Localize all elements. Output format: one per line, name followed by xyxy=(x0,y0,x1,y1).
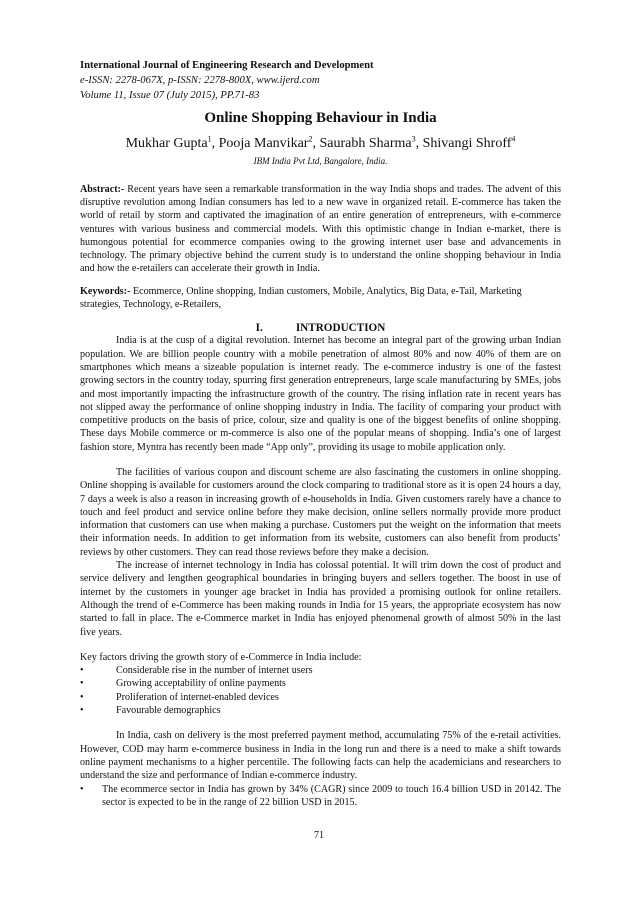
section-heading xyxy=(80,322,561,334)
list-item: • Proliferation of internet-enabled devices xyxy=(80,691,279,703)
abstract xyxy=(80,183,561,276)
list-item: • Favourable demographics xyxy=(80,705,221,717)
key-factors-list xyxy=(80,664,561,717)
author: Mukhar Gupta$^1$, xyxy=(125,134,219,151)
abstract-label: Abstract:- xyxy=(80,183,125,195)
bullet-icon: • xyxy=(80,783,84,795)
body-paragraph: In India, cash on delivery is the most preferred payment method, accumulating 75% of the e-retail activities. However, COD may harm e-commerce business in India in the long run and there is a need to make a shift towards online payment mechanisms to a higher percentile. The following facts can help the academicians and researchers to understand the size and performance of Indian e-commerce industry. xyxy=(80,730,561,782)
journal-issn: e-ISSN: 2278-067X, p-ISSN: 2278-800X, www.ijerd.com xyxy=(80,75,320,86)
author: Shivangi Shroff$^4$ xyxy=(422,134,516,151)
bullet-icon: • xyxy=(80,665,84,677)
list-item: • Considerable rise in the number of internet users xyxy=(80,665,313,677)
affiliation: IBM India Pvt Ltd, Bangalore, India. xyxy=(253,155,388,166)
keywords-label: Keywords:- xyxy=(80,285,131,297)
body-paragraph: The increase of internet technology in India has colossal potential. It will trim down the cost of product and service delivery and lengthen geographical boundaries in bringing buyers and sellers together. The boost in use of internet by the customers in younger age bracket in India has provided a promising outlook for online retailers. Although the trend of e-Commerce has been making rounds in India for 15 years, the appropriate ecosystem has now started to fall in place. The e-Commerce market in India has enjoyed phenomenal growth of almost 50% in the last five years. xyxy=(80,560,561,638)
keywords-text: Ecommerce, Online shopping, Indian customers, Mobile, Analytics, Big Data, e-Tail, Marketing strategies, Technology, e-Retailers, xyxy=(80,285,522,311)
author: Saurabh Sharma$^3$, xyxy=(319,134,423,151)
section-title: INTRODUCTION xyxy=(295,322,386,335)
paper-page xyxy=(80,58,561,809)
list-item: • Growing acceptability of online payments xyxy=(80,678,286,690)
key-factors-intro: Key factors driving the growth story of e-Commerce in India include: xyxy=(80,651,362,663)
paper-title: Online Shopping Behaviour in India xyxy=(204,110,437,126)
list-item: • The ecommerce sector in India has grown by 34% (CAGR) since 2009 to touch 16.4 billion USD in 20142. The sector is expected to be in the range of 22 billion USD in 2015. xyxy=(80,783,561,808)
body-paragraph: India is at the cusp of a digital revolution. Internet has become an integral part of the growing urban Indian population. We are billion people country with a mobile penetration of almost 80% and now 40% of them are on smartphones which means a sizeable population is internet ready. The e-commerce industry is one of the fastest growing sectors in the country today, spurring first generation entrepreneurs, large scale manufacturing by SMEs, jobs and most importantly impacting the infrastructure growth of the country. The rising inflation rate in recent years has not slipped away the performance of online shopping industry in India. The facility of comparing your product with competitive products on the basis of price, colour, size and quality is one of the biggest benefits of online shopping. These days Mobile commerce or m-commerce is also one of the popular means of shopping. India’s one of largest fashion store, Myntra has recently been made “App only”, providing its usage to mobile application only. xyxy=(80,335,561,453)
journal-volume: Volume 11, Issue 07 (July 2015), PP.71-83 xyxy=(80,90,260,101)
author-list xyxy=(80,134,561,152)
bullet-icon: • xyxy=(80,691,84,703)
journal-name: International Journal of Engineering Research and Development xyxy=(80,60,374,71)
bullet-icon: • xyxy=(80,705,84,717)
body-paragraph: The facilities of various coupon and discount scheme are also fascinating the customers in online shopping. Online shopping is available for customers around the clock comparing to traditional store as it is open 24 hours a day, 7 days a week is also a reason in increasing growth of e-households in India. Given customers rarely have a chance to touch and feel product and service online before they make decision, online sellers normally provide more product information that customers can use when making a purchase. Customers put the weight on the information that meets their information needs. In addition to get information from its website, customers can also benefit from products’ reviews by other customers. They can read those reviews before they make a decision. xyxy=(80,467,561,558)
page-number: 71 xyxy=(313,830,325,841)
keywords xyxy=(80,285,561,312)
section-number: I. xyxy=(255,322,263,335)
author: Pooja Manvikar$^2$, xyxy=(218,134,320,151)
abstract-text: Recent years have seen a remarkable transformation in the way India shops and trades. The advent of this disruptive revolution among Indian consumers has led to a new wave in organized retail. E-commerce has taken the world of retail by storm and captivated the imagination of an entire generation of entrepreneurs, with e-commerce ventures with various business and commercial models. With this optimistic change in Indian e-market, there is humongous potential for ecommerce companies owing to the growing internet user base and advancements in technology. The primary objective behind the current study is to understand the online shopping behaviour in India and how the e-retailers can accelerate their growth in India. xyxy=(80,183,561,275)
facts-list xyxy=(80,783,561,810)
journal-header xyxy=(80,58,561,103)
bullet-icon: • xyxy=(80,678,84,690)
